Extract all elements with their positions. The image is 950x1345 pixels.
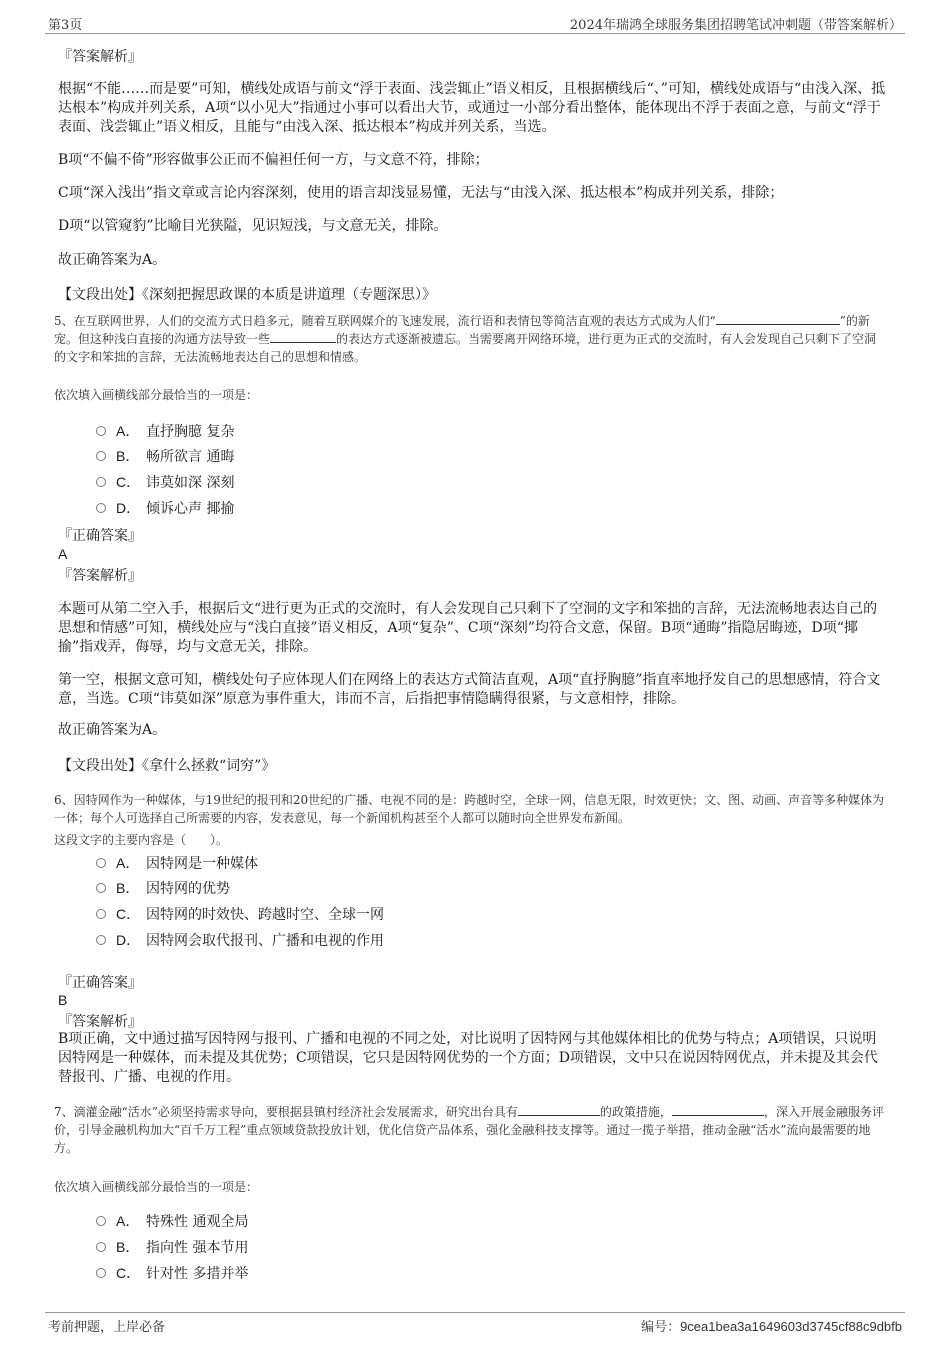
q7-stem-part-3: ，深入开展金融服务评价，引导金融机构加大“百千万工程”重点领域贷款投放计划，优化信贷产品体系，强化金融科技支撑等。通过一揽子举措，推动金融“活水”流向最需要的地方。 <box>54 1105 884 1155</box>
radio-icon[interactable] <box>96 477 106 487</box>
q6-answer-label: 『正确答案』 <box>58 975 142 991</box>
q7-stem <box>54 1103 886 1157</box>
q4-analysis-para-1: 根据“不能……而是要”可知，横线处成语与前文“浮于表面、浅尝辄止”语义相反，且根据横线后“、”可知，横线处成语与“由浅入深、抵达根本”构成并列关系，A项“以小见大”指通过小事可以看出大节，或通过一小部分看出整体，能体现出不浮于表面之意，与前文“浮于表面、浅尝辄止”语义相反，且能与“由浅入深、抵达根本”构成并列关系，当选。 <box>58 81 886 135</box>
radio-icon[interactable] <box>96 935 106 945</box>
q5-analysis-para-1: 本题可从第二空入手，根据后文“进行更为正式的交流时，有人会发现自己只剩下了空洞的文字和笨拙的言辞，无法流畅地表达自己的思想和情感”可知，横线处应与“浅白直接”语义相反，A项“复杂”、C项“深刻”均符合文意，保留。B项“通晦”指隐居晦迹，D项“揶揄”指戏弄，侮辱，均与文意无关，排除。 <box>58 601 878 655</box>
q5-stem-part-1: 5、在互联网世界，人们的交流方式日趋多元，随着互联网媒介的飞速发展，流行语和表情包等简洁直观的表达方式成为人们“ <box>54 314 716 328</box>
footer-slogan: 考前押题，上岸必备 <box>48 1320 166 1335</box>
q7-stem-part-2: 的政策措施， <box>599 1105 672 1119</box>
q4-source: 【文段出处】《深刻把握思政课的本质是讲道理（专题深思）》 <box>58 287 436 303</box>
q5-option-d[interactable]: D． 倾诉心声 揶揄 <box>96 498 234 518</box>
q5-stem-part-2: ”的新宠。但这种浅白直接的沟通方法导致一些 <box>54 314 870 346</box>
q4-analysis-para-2: B项“不偏不倚”形容做事公正而不偏袒任何一方，与文意不符，排除； <box>58 152 489 168</box>
q5-option-b[interactable]: B． 畅所欲言 通晦 <box>96 446 234 466</box>
q5-conclusion: 故正确答案为A。 <box>58 722 167 738</box>
q5-blank-2 <box>270 330 336 343</box>
radio-icon[interactable] <box>96 858 106 868</box>
radio-icon[interactable] <box>96 909 106 919</box>
q6-option-a[interactable]: A． 因特网是一种媒体 <box>96 853 258 873</box>
q4-conclusion: 故正确答案为A。 <box>58 252 167 268</box>
radio-icon[interactable] <box>96 1242 106 1252</box>
q4-analysis-label: 『答案解析』 <box>58 49 142 65</box>
radio-icon[interactable] <box>96 426 106 436</box>
q5-answer: A <box>58 546 68 562</box>
footer-divider <box>45 1312 905 1313</box>
q6-analysis-label: 『答案解析』 <box>58 1014 142 1030</box>
q6-option-b[interactable]: B． 因特网的优势 <box>96 878 230 898</box>
q7-option-a[interactable]: A． 特殊性 通观全局 <box>96 1211 248 1231</box>
q7-blank-1 <box>518 1103 600 1116</box>
q4-analysis-para-3: C项“深入浅出”指文章或言论内容深刻，使用的语言却浅显易懂，无法与“由浅入深、抵达根本”构成并列关系，排除； <box>58 185 784 201</box>
radio-icon[interactable] <box>96 451 106 461</box>
q7-blank-2 <box>672 1103 764 1116</box>
header-divider <box>45 33 905 34</box>
radio-icon[interactable] <box>96 883 106 893</box>
q5-analysis-para-2: 第一空，根据文意可知，横线处句子应体现人们在网络上的表达方式简洁直观，A项“直抒胸臆”指直率地抒发自己的思想感情，符合文意，当选。C项“讳莫如深”原意为事件重大，讳而不言，后指把事情隐瞒得很紧，与文意相悖，排除。 <box>58 672 881 707</box>
q7-option-c[interactable]: C． 针对性 多措并举 <box>96 1263 248 1283</box>
q7-stem-part-1: 7、滴灌金融“活水”必须坚持需求导向，要根据县镇村经济社会发展需求，研究出台具有 <box>54 1105 518 1119</box>
document-title: 2024年瑞鸿全球服务集团招聘笔试冲刺题（带答案解析） <box>569 18 902 33</box>
q5-stem <box>54 312 886 366</box>
radio-icon[interactable] <box>96 503 106 513</box>
q6-answer: B <box>58 992 68 1008</box>
q5-option-c[interactable]: C． 讳莫如深 深刻 <box>96 472 234 492</box>
q6-option-d[interactable]: D． 因特网会取代报刊、广播和电视的作用 <box>96 930 384 950</box>
q5-answer-label: 『正确答案』 <box>58 528 142 544</box>
q5-stem-part-3: 的表达方式逐渐被遗忘。当需要离开网络环境，进行更为正式的交流时，有人会发现自己只剩下了空洞的文字和笨拙的言辞，无法流畅地表达自己的思想和情感。 <box>54 332 877 364</box>
radio-icon[interactable] <box>96 1268 106 1278</box>
q5-option-a[interactable]: A． 直抒胸臆 复杂 <box>96 421 234 441</box>
q5-source: 【文段出处】《拿什么拯救“词穷”》 <box>58 758 276 774</box>
q6-analysis: B项正确，文中通过描写因特网与报刊、广播和电视的不同之处，对比说明了因特网与其他媒体相比的优势与特点；A项错误，只说明因特网是一种媒体，而未提及其优势；C项错误，它只是因特网优势的一个方面；D项错误，文中只在说因特网优点，并未提及其会代替报刊、广播、电视的作用。 <box>58 1031 878 1085</box>
q7-option-b[interactable]: B． 指向性 强本节用 <box>96 1237 248 1257</box>
q4-analysis-para-4: D项“以管窥豹”比喻目光狭隘，见识短浅，与文意无关，排除。 <box>58 218 448 234</box>
page-header <box>0 0 950 36</box>
q5-blank-1 <box>716 312 840 325</box>
q6-stem: 6、因特网作为一种媒体，与19世纪的报刊和20世纪的广播、电视不同的是：跨越时空，全球一网，信息无限，时效更快；文、图、动画、声音等多种媒体为一体；每个人可选择自己所需要的内容，发表意见，每一个新闻机构甚至个人都可以随时向全世界发布新闻。 <box>54 793 885 825</box>
q7-prompt: 依次填入画横线部分最恰当的一项是： <box>54 1180 259 1194</box>
document-code: 编号：9cea1bea3a1649603d3745cf88c9dbfb <box>641 1319 902 1334</box>
page-number: 第3页 <box>48 18 83 33</box>
q6-question: 这段文字的主要内容是（ ）。 <box>54 833 229 847</box>
q5-analysis-label: 『答案解析』 <box>58 568 142 584</box>
q5-prompt: 依次填入画横线部分最恰当的一项是： <box>54 388 259 402</box>
q6-option-c[interactable]: C． 因特网的时效快、跨越时空、全球一网 <box>96 904 384 924</box>
radio-icon[interactable] <box>96 1216 106 1226</box>
